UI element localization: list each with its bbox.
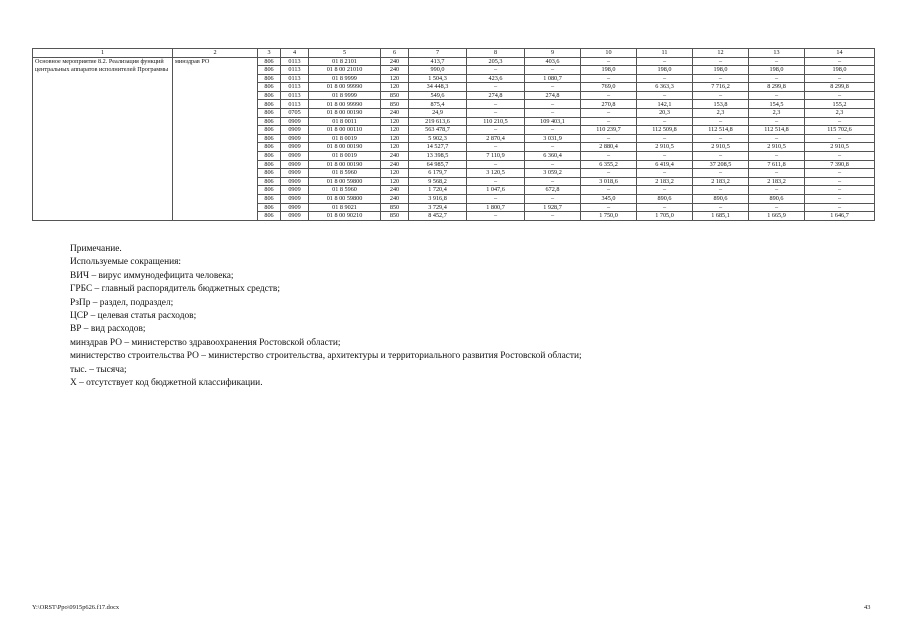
table-cell: 2 910,5	[805, 143, 875, 152]
column-number: 6	[381, 49, 409, 58]
table-cell: 806	[258, 203, 281, 212]
table-cell: 3 031,9	[525, 134, 581, 143]
table-cell: –	[525, 160, 581, 169]
table-cell: 2 880,4	[581, 143, 637, 152]
table-cell: 240	[381, 195, 409, 204]
table-cell: 01 8 00 59800	[309, 195, 381, 204]
table-cell: 0909	[281, 186, 309, 195]
table-cell: 1 047,6	[467, 186, 525, 195]
table-cell: –	[805, 134, 875, 143]
table-cell: 850	[381, 100, 409, 109]
note-line: Х – отсутствует код бюджетной классификации.	[70, 378, 263, 389]
table-cell: 13 398,5	[409, 152, 467, 161]
table-cell: –	[693, 152, 749, 161]
table-cell: 6 360,4	[525, 152, 581, 161]
table-cell: –	[581, 57, 637, 66]
table-cell: 2 910,5	[749, 143, 805, 152]
table-cell: –	[693, 186, 749, 195]
table-cell: 112 514,8	[749, 126, 805, 135]
table-cell: 0909	[281, 143, 309, 152]
table-cell: 0909	[281, 177, 309, 186]
notes-title: Примечание.	[70, 244, 122, 254]
table-cell: –	[525, 177, 581, 186]
column-number: 13	[749, 49, 805, 58]
table-cell: –	[525, 212, 581, 221]
table-cell: –	[525, 109, 581, 118]
table-cell: 423,6	[467, 74, 525, 83]
table-cell: 7 716,2	[693, 83, 749, 92]
table-cell: 2 910,5	[693, 143, 749, 152]
table-cell: –	[693, 57, 749, 66]
table-cell: 01 8 00 00190	[309, 143, 381, 152]
table-cell: 109 403,1	[525, 117, 581, 126]
table-cell: 1 646,7	[805, 212, 875, 221]
table-cell: –	[581, 203, 637, 212]
table-cell: 8 299,8	[805, 83, 875, 92]
table-cell: 2 183,2	[693, 177, 749, 186]
table-cell: 5 902,3	[409, 134, 467, 143]
event-label: Основное мероприятие 8.2. Реализация функций центральных аппаратов исполнителей Программы	[33, 57, 173, 220]
table-cell: 112 514,8	[693, 126, 749, 135]
table-cell: –	[805, 152, 875, 161]
table-cell: 01 8 0011	[309, 117, 381, 126]
table-cell: 9 568,2	[409, 177, 467, 186]
note-line: министерство строительства РО – министерство строительства, архитектуры и территориального развития Ростовской области;	[70, 351, 582, 362]
table-cell: –	[581, 117, 637, 126]
table-cell: 24,9	[409, 109, 467, 118]
table-cell: 1 665,9	[749, 212, 805, 221]
table-cell: –	[581, 152, 637, 161]
table-cell: 0909	[281, 126, 309, 135]
table-cell: 3 120,5	[467, 169, 525, 178]
table-cell: 806	[258, 169, 281, 178]
table-cell: 875,4	[409, 100, 467, 109]
table-cell: –	[581, 109, 637, 118]
table-cell: 2,3	[749, 109, 805, 118]
table-cell: 345,0	[581, 195, 637, 204]
table-cell: 240	[381, 152, 409, 161]
table-cell: 37 208,5	[693, 160, 749, 169]
table-cell: 806	[258, 117, 281, 126]
column-number: 12	[693, 49, 749, 58]
table-cell: 240	[381, 57, 409, 66]
table-cell: 806	[258, 66, 281, 75]
column-number: 10	[581, 49, 637, 58]
table-cell: 1 928,7	[525, 203, 581, 212]
table-cell: 01 8 9999	[309, 91, 381, 100]
table-cell: 110 239,7	[581, 126, 637, 135]
table-cell: 806	[258, 177, 281, 186]
table-cell: 3 729,4	[409, 203, 467, 212]
table-cell: 806	[258, 109, 281, 118]
table-cell: –	[693, 134, 749, 143]
note-line: Используемые сокращения:	[70, 257, 182, 268]
table-cell: –	[467, 195, 525, 204]
column-number: 7	[409, 49, 467, 58]
table-cell: 1 720,4	[409, 186, 467, 195]
table-cell: 01 8 00 99990	[309, 83, 381, 92]
table-cell: 3 059,2	[525, 169, 581, 178]
table-cell: 2 183,2	[749, 177, 805, 186]
table-cell: –	[637, 117, 693, 126]
column-number: 1	[33, 49, 173, 58]
notes-section	[70, 243, 582, 390]
table-cell: 01 8 0019	[309, 134, 381, 143]
column-number: 4	[281, 49, 309, 58]
table-cell: –	[805, 195, 875, 204]
budget-table	[32, 48, 875, 221]
table-cell: –	[525, 83, 581, 92]
table-cell: 20,3	[637, 109, 693, 118]
executor-label: минздрав РО	[173, 57, 258, 220]
table-cell: 0909	[281, 212, 309, 221]
table-cell: 6 355,2	[581, 160, 637, 169]
table-cell: 3 018,6	[581, 177, 637, 186]
table-cell: 7 110,9	[467, 152, 525, 161]
table-cell: –	[581, 91, 637, 100]
table-cell: 8 452,7	[409, 212, 467, 221]
table-cell: 112 509,8	[637, 126, 693, 135]
table-cell: –	[467, 177, 525, 186]
table-cell: –	[525, 126, 581, 135]
table-cell: –	[581, 74, 637, 83]
table-cell: –	[637, 91, 693, 100]
table-cell: 120	[381, 177, 409, 186]
table-cell: –	[805, 91, 875, 100]
table-cell: –	[637, 57, 693, 66]
table-cell: 120	[381, 117, 409, 126]
table-cell: –	[467, 160, 525, 169]
table-cell: 0909	[281, 152, 309, 161]
table-cell: 806	[258, 57, 281, 66]
table-cell: –	[693, 74, 749, 83]
table-cell: –	[467, 100, 525, 109]
table-cell: –	[637, 169, 693, 178]
table-cell: 6 419,4	[637, 160, 693, 169]
table-cell: –	[637, 152, 693, 161]
table-cell: –	[693, 169, 749, 178]
table-cell: 120	[381, 83, 409, 92]
table-cell: 01 8 00 90210	[309, 212, 381, 221]
table-cell: 0113	[281, 57, 309, 66]
table-cell: 0113	[281, 100, 309, 109]
table-cell: 990,0	[409, 66, 467, 75]
table-header-row	[33, 49, 875, 58]
table-row	[33, 57, 875, 66]
table-cell: –	[805, 177, 875, 186]
table-cell: –	[805, 203, 875, 212]
table-cell: 850	[381, 203, 409, 212]
table-cell: 806	[258, 186, 281, 195]
table-cell: 769,0	[581, 83, 637, 92]
table-cell: 120	[381, 134, 409, 143]
table-cell: 120	[381, 169, 409, 178]
table-cell: 2,3	[693, 109, 749, 118]
table-cell: –	[525, 100, 581, 109]
table-cell: 0113	[281, 66, 309, 75]
table-cell: 219 613,6	[409, 117, 467, 126]
note-line: ЦСР – целевая статья расходов;	[70, 311, 197, 322]
table-cell: 3 916,8	[409, 195, 467, 204]
table-cell: 198,0	[637, 66, 693, 75]
table-cell: 0113	[281, 83, 309, 92]
table-cell: 0909	[281, 169, 309, 178]
table-cell: –	[749, 134, 805, 143]
table-cell: 14 527,7	[409, 143, 467, 152]
table-cell: –	[637, 186, 693, 195]
table-cell: 806	[258, 126, 281, 135]
table-cell: –	[637, 134, 693, 143]
table-cell: –	[805, 117, 875, 126]
table-cell: 6 363,3	[637, 83, 693, 92]
note-line: ГРБС – главный распорядитель бюджетных средств;	[70, 284, 280, 295]
table-cell: 240	[381, 66, 409, 75]
column-number: 9	[525, 49, 581, 58]
table-cell: 240	[381, 186, 409, 195]
table-cell: 2 910,5	[637, 143, 693, 152]
table-cell: 850	[381, 212, 409, 221]
table-cell: 155,2	[805, 100, 875, 109]
table-cell: 0909	[281, 195, 309, 204]
table-cell: –	[525, 195, 581, 204]
table-cell: 806	[258, 212, 281, 221]
table-cell: 01 8 5960	[309, 169, 381, 178]
table-cell: 198,0	[805, 66, 875, 75]
column-number: 2	[173, 49, 258, 58]
column-number: 8	[467, 49, 525, 58]
table-cell: 142,1	[637, 100, 693, 109]
table-cell: –	[749, 91, 805, 100]
table-cell: 2 183,2	[637, 177, 693, 186]
table-cell: –	[749, 203, 805, 212]
table-cell: 153,8	[693, 100, 749, 109]
table-cell: 850	[381, 91, 409, 100]
table-cell: –	[581, 186, 637, 195]
table-cell: 34 448,3	[409, 83, 467, 92]
table-cell: –	[693, 203, 749, 212]
table-cell: –	[467, 109, 525, 118]
table-cell: –	[749, 117, 805, 126]
table-cell: 6 179,7	[409, 169, 467, 178]
table-cell: 240	[381, 160, 409, 169]
note-line: ВИЧ – вирус иммунодефицита человека;	[70, 270, 234, 281]
table-cell: 01 8 00 99990	[309, 100, 381, 109]
table-cell: 115 702,6	[805, 126, 875, 135]
table-cell: 274,8	[467, 91, 525, 100]
table-cell: 1 800,7	[467, 203, 525, 212]
table-cell: 01 8 0019	[309, 152, 381, 161]
table-cell: 806	[258, 152, 281, 161]
table-cell: –	[637, 203, 693, 212]
table-cell: –	[749, 74, 805, 83]
table-cell: 806	[258, 83, 281, 92]
table-cell: 7 611,8	[749, 160, 805, 169]
table-cell: 274,8	[525, 91, 581, 100]
table-cell: –	[805, 57, 875, 66]
column-number: 3	[258, 49, 281, 58]
table-cell: 806	[258, 143, 281, 152]
table-cell: 01 8 00 00190	[309, 109, 381, 118]
table-cell: 1 685,1	[693, 212, 749, 221]
table-cell: 01 8 00 59800	[309, 177, 381, 186]
table-cell: –	[749, 152, 805, 161]
note-line: тыс. – тысяча;	[70, 364, 127, 375]
table-cell: 01 8 9021	[309, 203, 381, 212]
table-cell: –	[805, 74, 875, 83]
table-cell: 806	[258, 195, 281, 204]
table-cell: –	[467, 143, 525, 152]
table-cell: 0909	[281, 203, 309, 212]
table-cell: 0909	[281, 117, 309, 126]
table-cell: 64 985,7	[409, 160, 467, 169]
table-cell: 01 8 2101	[309, 57, 381, 66]
table-cell: 01 8 00 00190	[309, 160, 381, 169]
table-cell: 240	[381, 109, 409, 118]
table-cell: 403,6	[525, 57, 581, 66]
table-cell: 890,6	[693, 195, 749, 204]
table-cell: 1 750,0	[581, 212, 637, 221]
table-cell: 806	[258, 91, 281, 100]
table-cell: 198,0	[693, 66, 749, 75]
table-cell: 549,6	[409, 91, 467, 100]
column-number: 14	[805, 49, 875, 58]
table-cell: 672,8	[525, 186, 581, 195]
table-cell: –	[467, 212, 525, 221]
table-cell: 01 8 9999	[309, 74, 381, 83]
table-cell: –	[805, 169, 875, 178]
table-cell: 01 8 00 21010	[309, 66, 381, 75]
table-cell: 154,5	[749, 100, 805, 109]
table-cell: 2,3	[805, 109, 875, 118]
table-cell: 8 299,8	[749, 83, 805, 92]
table-cell: 0909	[281, 134, 309, 143]
table-cell: –	[749, 57, 805, 66]
table-cell: 120	[381, 126, 409, 135]
table-cell: 0909	[281, 160, 309, 169]
note-line: ВР – вид расходов;	[70, 324, 146, 335]
table-cell: –	[749, 169, 805, 178]
table-cell: 198,0	[581, 66, 637, 75]
table-cell: –	[467, 83, 525, 92]
table-cell: 0705	[281, 109, 309, 118]
table-cell: –	[693, 91, 749, 100]
table-cell: 890,6	[637, 195, 693, 204]
table-cell: 1 080,7	[525, 74, 581, 83]
table-cell: –	[581, 169, 637, 178]
page-number: 43	[864, 604, 871, 611]
table-cell: 198,0	[749, 66, 805, 75]
table-cell: 120	[381, 143, 409, 152]
table-cell: –	[693, 117, 749, 126]
table-cell: 205,3	[467, 57, 525, 66]
table-cell: –	[805, 186, 875, 195]
table-cell: 270,8	[581, 100, 637, 109]
table-cell: 806	[258, 74, 281, 83]
table-cell: 7 390,8	[805, 160, 875, 169]
column-number: 5	[309, 49, 381, 58]
table-cell: –	[467, 66, 525, 75]
file-path: Y:\ORST\Ppo\0915p626.f17.docx	[32, 604, 120, 611]
table-cell: –	[581, 134, 637, 143]
table-cell: 1 705,0	[637, 212, 693, 221]
table-cell: –	[467, 126, 525, 135]
note-line: минздрав РО – министерство здравоохранения Ростовской области;	[70, 337, 341, 348]
table-cell: –	[749, 186, 805, 195]
table-cell: 413,7	[409, 57, 467, 66]
table-cell: –	[637, 74, 693, 83]
column-number: 11	[637, 49, 693, 58]
table-cell: –	[525, 143, 581, 152]
table-cell: 01 8 5960	[309, 186, 381, 195]
table-cell: 1 504,3	[409, 74, 467, 83]
table-cell: 806	[258, 100, 281, 109]
table-cell: 806	[258, 160, 281, 169]
table-cell: 0113	[281, 74, 309, 83]
table-cell: –	[525, 66, 581, 75]
table-cell: 2 870,4	[467, 134, 525, 143]
table-cell: 120	[381, 74, 409, 83]
table-cell: 563 478,7	[409, 126, 467, 135]
table-cell: 110 210,5	[467, 117, 525, 126]
table-cell: 890,6	[749, 195, 805, 204]
table-cell: 01 8 00 00110	[309, 126, 381, 135]
table-cell: 0113	[281, 91, 309, 100]
note-line: РзПр – раздел, подраздел;	[70, 297, 174, 308]
table-cell: 806	[258, 134, 281, 143]
